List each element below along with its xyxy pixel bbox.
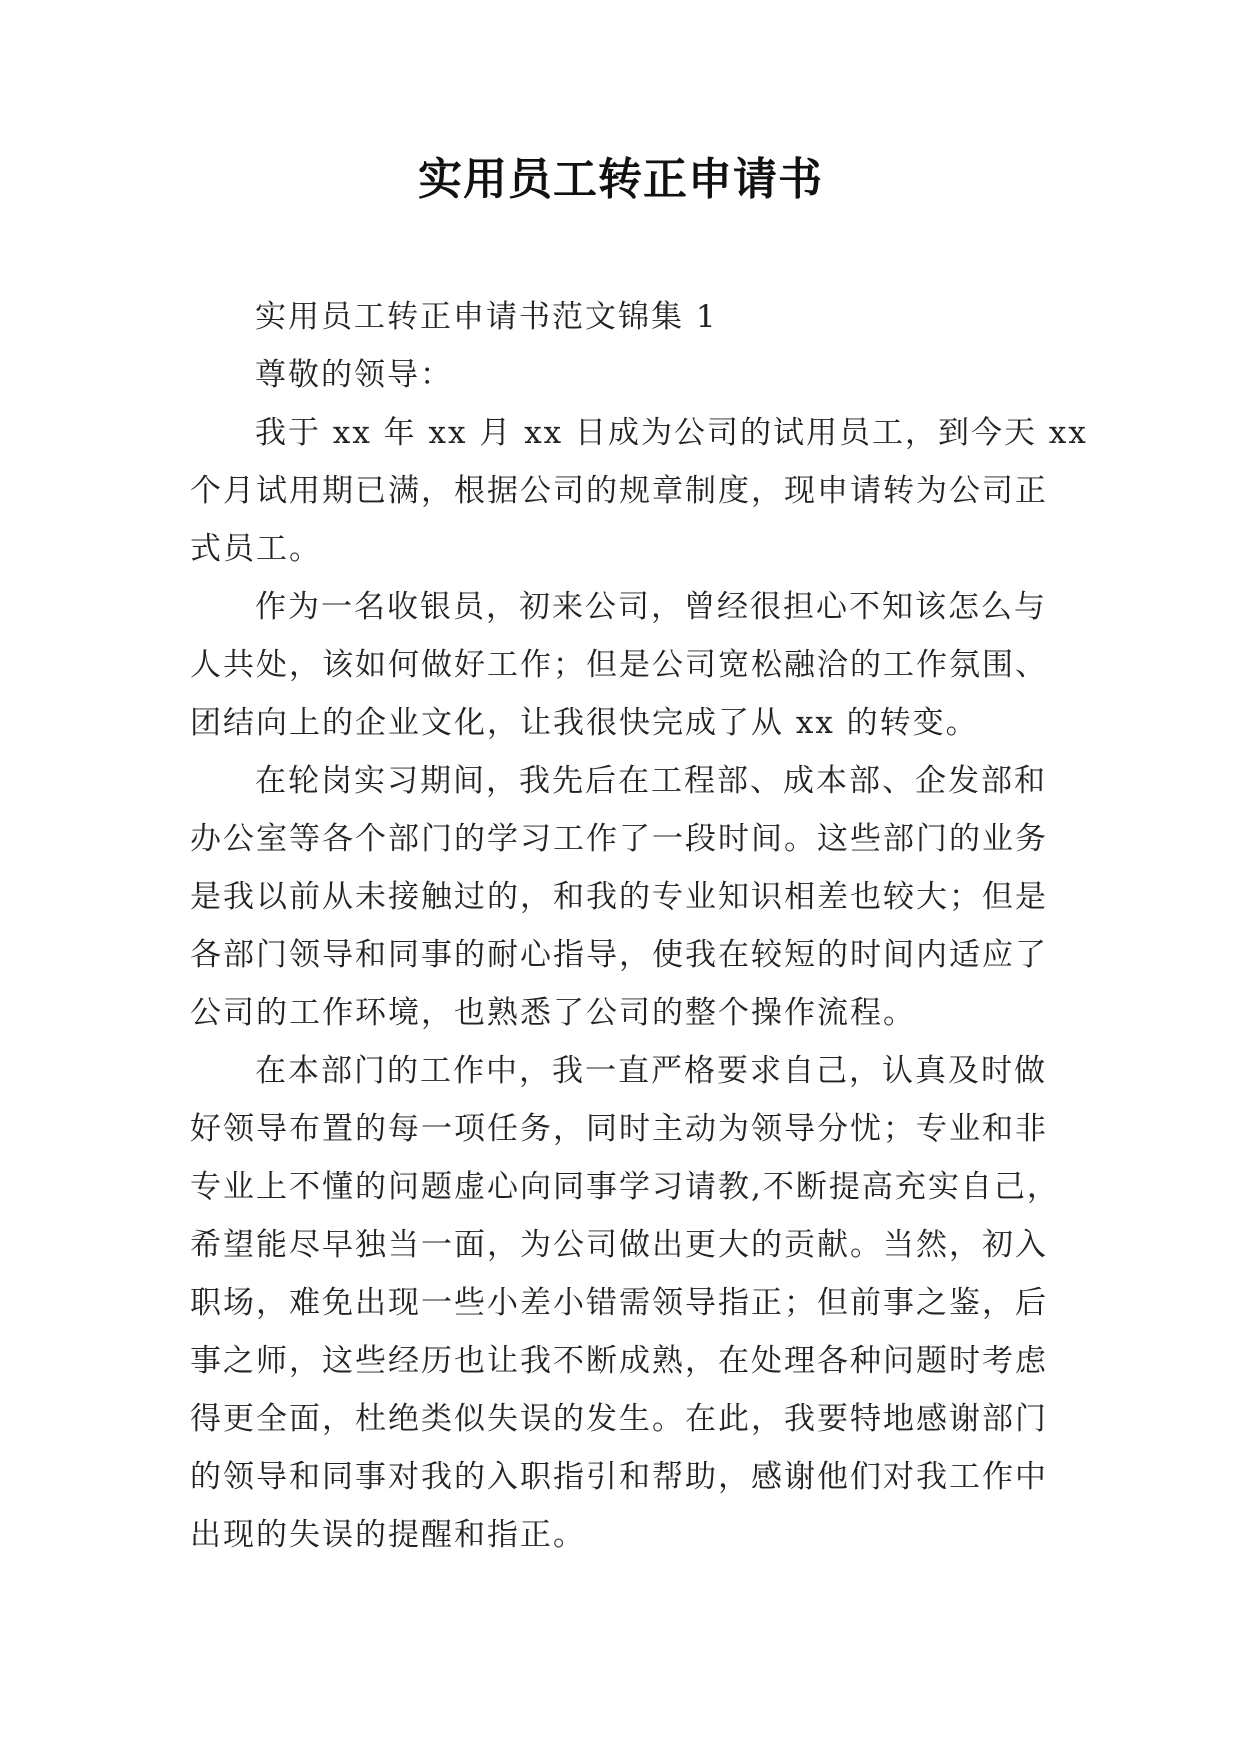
- document-title: 实用员工转正申请书: [418, 154, 823, 205]
- document-line: 我于 xx 年 xx 月 xx 日成为公司的试用员工，到今天 xx: [255, 415, 1088, 451]
- document-line: 办公室等各个部门的学习工作了一段时间。这些部门的业务: [190, 821, 1048, 857]
- document-line: 各部门领导和同事的耐心指导，使我在较短的时间内适应了: [190, 937, 1048, 973]
- document-line: 希望能尽早独当一面，为公司做出更大的贡献。当然，初入: [190, 1227, 1048, 1263]
- document-line: 在本部门的工作中，我一直严格要求自己，认真及时做: [255, 1053, 1047, 1089]
- document-line: 公司的工作环境，也熟悉了公司的整个操作流程。: [190, 995, 916, 1031]
- document-line: 好领导布置的每一项任务，同时主动为领导分忧；专业和非: [190, 1111, 1048, 1147]
- document-line: 事之师，这些经历也让我不断成熟，在处理各种问题时考虑: [190, 1343, 1048, 1379]
- document-line-salutation: 尊敬的领导：: [255, 357, 453, 393]
- document-body: [190, 288, 1088, 1564]
- document-line: 专业上不懂的问题虚心向同事学习请教,不断提高充实自己，: [190, 1169, 1060, 1205]
- document-line: 在轮岗实习期间，我先后在工程部、成本部、企发部和: [255, 763, 1047, 799]
- document-line: 职场，难免出现一些小差小错需领导指正；但前事之鉴，后: [190, 1285, 1048, 1321]
- document-line: 的领导和同事对我的入职指引和帮助，感谢他们对我工作中: [190, 1459, 1048, 1495]
- document-line: 人共处，该如何做好工作；但是公司宽松融洽的工作氛围、: [190, 647, 1048, 683]
- document-line-subtitle: 实用员工转正申请书范文锦集 1: [255, 299, 718, 335]
- document-line: 得更全面，杜绝类似失误的发生。在此，我要特地感谢部门: [190, 1401, 1048, 1437]
- document-line: 团结向上的企业文化，让我很快完成了从 xx 的转变。: [190, 705, 979, 741]
- document-line: 是我以前从未接触过的，和我的专业知识相差也较大；但是: [190, 879, 1048, 915]
- document-line: 个月试用期已满，根据公司的规章制度，现申请转为公司正: [190, 473, 1048, 509]
- document-line: 作为一名收银员，初来公司，曾经很担心不知该怎么与: [255, 589, 1047, 625]
- document-line: 出现的失误的提醒和指正。: [190, 1517, 586, 1553]
- document-line: 式员工。: [190, 531, 322, 567]
